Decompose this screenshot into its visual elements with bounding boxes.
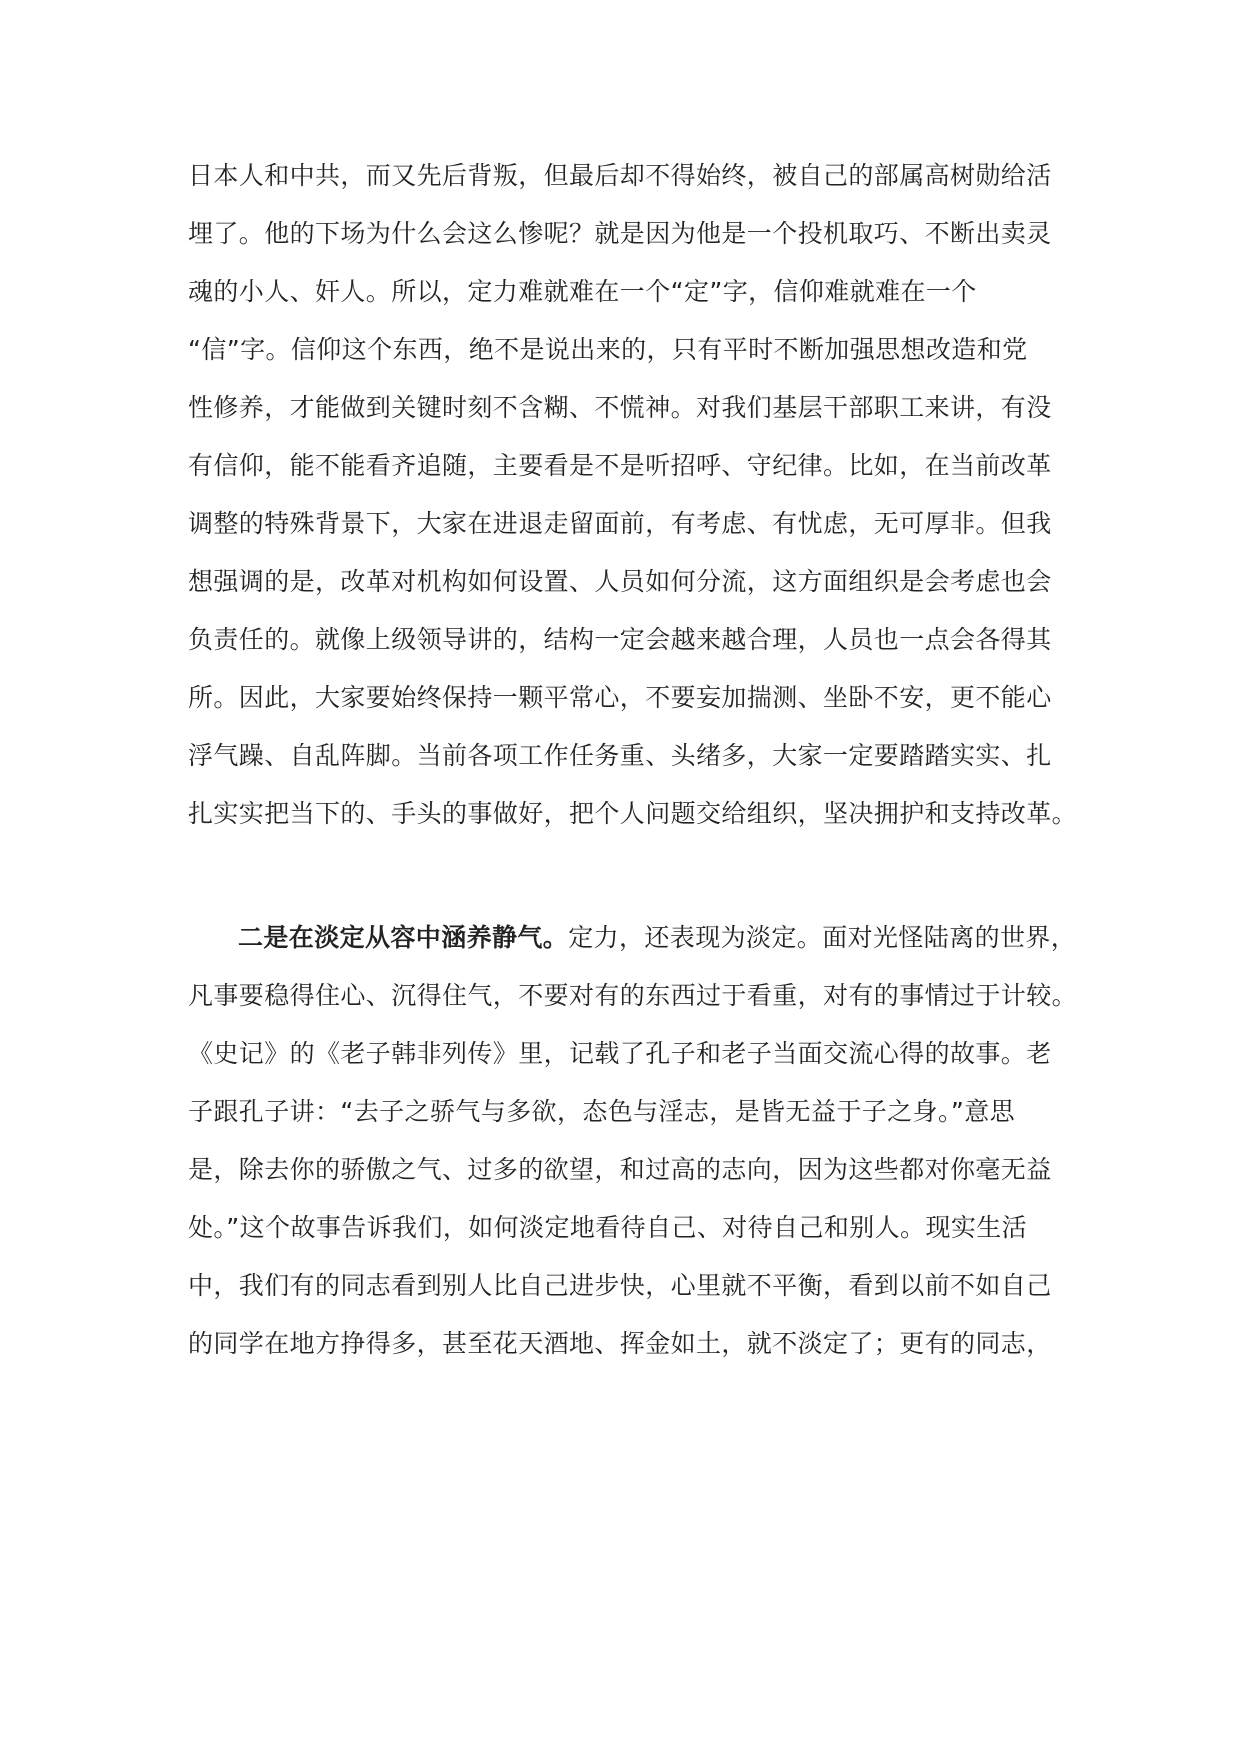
paragraph2-line: 中，我们有的同志看到别人比自己进步快，心里就不平衡，看到以前不如自己 xyxy=(188,1271,1052,1300)
paragraph2-line: 子跟孔子讲：“去子之骄气与多欲，态色与淫志，是皆无益于子之身。”意思 xyxy=(188,1097,1016,1126)
paragraph1-line: 日本人和中共，而又先后背叛，但最后却不得始终，被自己的部属高树勋给活 xyxy=(188,161,1052,190)
paragraph2-line: 的同学在地方挣得多，甚至花天酒地、挥金如土，就不淡定了；更有的同志， xyxy=(188,1329,1052,1358)
paragraph2-line: 处。”这个故事告诉我们，如何淡定地看待自己、对待自己和别人。现实生活 xyxy=(188,1213,1028,1242)
paragraph1-line: 魂的小人、奸人。所以，定力难就难在一个“定”字，信仰难就难在一个 xyxy=(188,277,977,306)
paragraph2-first-line-text: 定力，还表现为淡定。面对光怪陆离的世界， xyxy=(568,923,1077,952)
paragraph1-line: 浮气躁、自乱阵脚。当前各项工作任务重、头绪多，大家一定要踏踏实实、扎 xyxy=(188,741,1052,770)
paragraph1-line: “信”字。信仰这个东西，绝不是说出来的，只有平时不断加强思想改造和党 xyxy=(188,335,1028,364)
paragraph1-line: 有信仰，能不能看齐追随，主要看是不是听招呼、守纪律。比如，在当前改革 xyxy=(188,451,1052,480)
paragraph1-line: 埋了。他的下场为什么会这么惨呢？就是因为他是一个投机取巧、不断出卖灵 xyxy=(188,219,1052,248)
paragraph2-line: 凡事要稳得住心、沉得住气，不要对有的东西过于看重，对有的事情过于计较。 xyxy=(188,981,1078,1010)
paragraph1-line: 负责任的。就像上级领导讲的，结构一定会越来越合理，人员也一点会各得其 xyxy=(188,625,1052,654)
paragraph2-first-line xyxy=(238,918,1138,958)
paragraph1-line: 调整的特殊背景下，大家在进退走留面前，有考虑、有忧虑，无可厚非。但我 xyxy=(188,509,1052,538)
paragraph1-line: 想强调的是，改革对机构如何设置、人员如何分流，这方面组织是会考虑也会 xyxy=(188,567,1052,596)
paragraph1-line: 扎实实把当下的、手头的事做好，把个人问题交给组织，坚决拥护和支持改革。 xyxy=(188,799,1078,828)
paragraph1-line: 所。因此，大家要始终保持一颗平常心，不要妄加揣测、坐卧不安，更不能心 xyxy=(188,683,1052,712)
section-heading: 二是在淡定从容中涵养静气。 xyxy=(238,923,569,952)
paragraph2-line: 《史记》的《老子韩非列传》里，记载了孔子和老子当面交流心得的故事。老 xyxy=(188,1039,1052,1068)
paragraph2-line: 是，除去你的骄傲之气、过多的欲望，和过高的志向，因为这些都对你毫无益 xyxy=(188,1155,1052,1184)
paragraph1-line: 性修养，才能做到关键时刻不含糊、不慌神。对我们基层干部职工来讲，有没 xyxy=(188,393,1052,422)
